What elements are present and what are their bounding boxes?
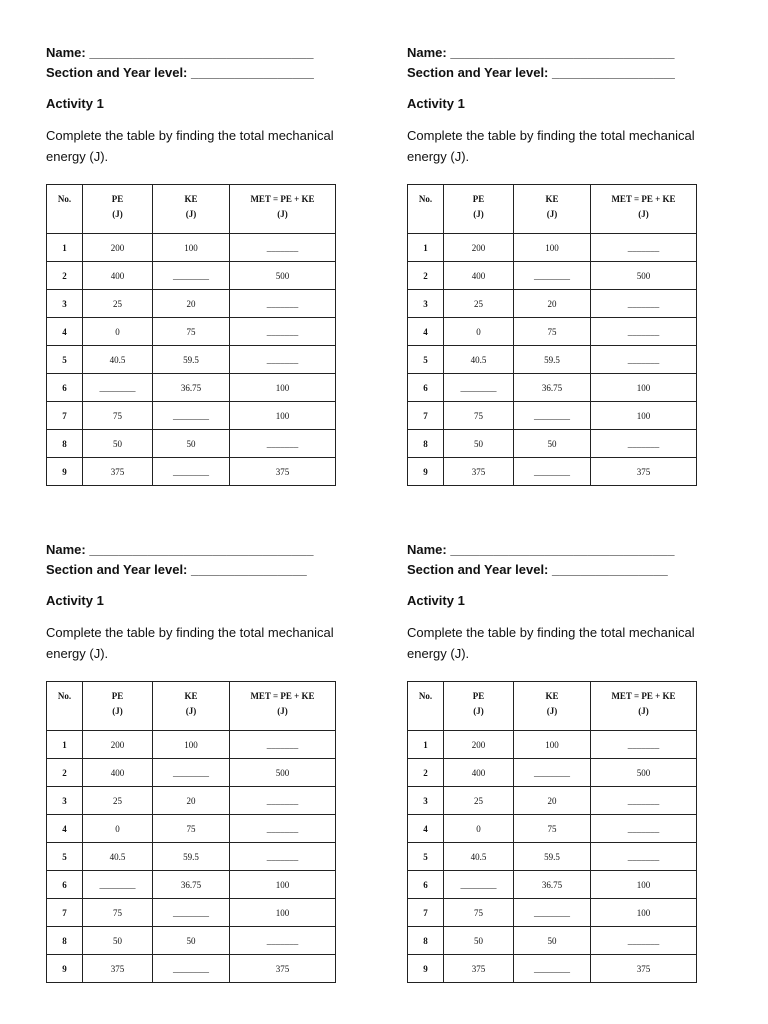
- cell-no: 2: [408, 759, 444, 787]
- name-field-line: Name: _______________________________: [407, 542, 675, 557]
- cell-pe: 50: [444, 927, 514, 955]
- cell-ke: 50: [514, 927, 591, 955]
- cell-no: 2: [47, 759, 83, 787]
- cell-no: 5: [408, 843, 444, 871]
- table-row: [408, 787, 697, 815]
- header-me: MET = PE + KE (J): [230, 185, 336, 234]
- cell-pe: 40.5: [444, 346, 514, 374]
- cell-me: 375: [591, 955, 697, 983]
- cell-ke: 75: [153, 318, 230, 346]
- table-row: [408, 731, 697, 759]
- cell-pe: ________: [444, 871, 514, 899]
- cell-pe: ________: [444, 374, 514, 402]
- cell-pe: 200: [444, 731, 514, 759]
- cell-me: 100: [591, 871, 697, 899]
- table-row: [408, 843, 697, 871]
- table-row: [47, 927, 336, 955]
- cell-pe: 75: [444, 899, 514, 927]
- table-row: [408, 927, 697, 955]
- cell-pe: 25: [444, 787, 514, 815]
- cell-ke: 50: [153, 927, 230, 955]
- cell-no: 4: [408, 815, 444, 843]
- cell-no: 7: [47, 899, 83, 927]
- worksheet-bottom-left: [46, 540, 346, 983]
- cell-me: 375: [230, 458, 336, 486]
- energy-table: [407, 184, 697, 486]
- cell-no: 2: [408, 262, 444, 290]
- name-field-line: Name: _______________________________: [46, 542, 314, 557]
- cell-pe: 50: [83, 927, 153, 955]
- header-no: No.: [47, 185, 83, 234]
- cell-no: 9: [47, 458, 83, 486]
- cell-ke: 50: [514, 430, 591, 458]
- cell-ke: ________: [514, 899, 591, 927]
- cell-no: 7: [408, 402, 444, 430]
- cell-ke: 75: [514, 815, 591, 843]
- header-ke: KE (J): [153, 682, 230, 731]
- cell-pe: 375: [83, 458, 153, 486]
- cell-me: _______: [230, 843, 336, 871]
- cell-no: 4: [47, 815, 83, 843]
- cell-ke: 75: [153, 815, 230, 843]
- cell-me: 100: [230, 402, 336, 430]
- cell-ke: 100: [514, 731, 591, 759]
- table-row: [47, 402, 336, 430]
- cell-pe: 200: [83, 234, 153, 262]
- table-row: [47, 346, 336, 374]
- name-field-line: Name: _______________________________: [46, 45, 314, 60]
- cell-no: 1: [408, 731, 444, 759]
- cell-pe: 200: [83, 731, 153, 759]
- cell-ke: 75: [514, 318, 591, 346]
- cell-ke: 20: [514, 290, 591, 318]
- cell-ke: 20: [514, 787, 591, 815]
- cell-no: 1: [408, 234, 444, 262]
- cell-no: 8: [408, 430, 444, 458]
- table-row: [47, 787, 336, 815]
- table-row: [408, 262, 697, 290]
- cell-ke: ________: [514, 262, 591, 290]
- cell-me: _______: [591, 787, 697, 815]
- header-no: No.: [408, 682, 444, 731]
- header-pe: PE (J): [83, 682, 153, 731]
- instructions-text: Complete the table by finding the total mechanical energy (J).: [46, 128, 334, 164]
- table-row: [47, 871, 336, 899]
- cell-me: 500: [591, 759, 697, 787]
- instructions-text: Complete the table by finding the total mechanical energy (J).: [407, 128, 695, 164]
- cell-ke: ________: [153, 458, 230, 486]
- header-me: MET = PE + KE (J): [230, 682, 336, 731]
- header-ke: KE (J): [514, 185, 591, 234]
- cell-me: _______: [230, 787, 336, 815]
- cell-me: _______: [591, 927, 697, 955]
- activity-heading: Activity 1: [46, 593, 104, 608]
- table-row: [47, 731, 336, 759]
- cell-me: 375: [230, 955, 336, 983]
- table-row: [408, 402, 697, 430]
- cell-no: 6: [47, 374, 83, 402]
- table-row: [408, 346, 697, 374]
- cell-me: _______: [230, 234, 336, 262]
- instructions-text: Complete the table by finding the total mechanical energy (J).: [407, 625, 695, 661]
- cell-no: 3: [408, 290, 444, 318]
- activity-heading: Activity 1: [46, 96, 104, 111]
- table-row: [408, 871, 697, 899]
- table-row: [47, 430, 336, 458]
- table-row: [408, 759, 697, 787]
- cell-me: 375: [591, 458, 697, 486]
- cell-no: 5: [47, 346, 83, 374]
- cell-me: _______: [591, 731, 697, 759]
- section-year-field-line: Section and Year level: _________________: [46, 65, 314, 80]
- cell-no: 3: [408, 787, 444, 815]
- activity-heading: Activity 1: [407, 593, 465, 608]
- header-no: No.: [47, 682, 83, 731]
- worksheet-bottom-right: [407, 540, 707, 983]
- cell-ke: 100: [153, 234, 230, 262]
- cell-pe: 25: [83, 787, 153, 815]
- cell-no: 8: [47, 430, 83, 458]
- cell-pe: 0: [444, 318, 514, 346]
- cell-me: _______: [591, 318, 697, 346]
- cell-ke: 20: [153, 787, 230, 815]
- instructions-text: Complete the table by finding the total mechanical energy (J).: [46, 625, 334, 661]
- section-year-field-line: Section and Year level: ________________: [46, 562, 307, 577]
- cell-pe: 0: [83, 815, 153, 843]
- header-pe: PE (J): [444, 682, 514, 731]
- header-pe: PE (J): [83, 185, 153, 234]
- cell-me: _______: [230, 290, 336, 318]
- cell-pe: 400: [444, 262, 514, 290]
- cell-me: 100: [591, 374, 697, 402]
- cell-no: 9: [408, 955, 444, 983]
- cell-ke: 36.75: [514, 374, 591, 402]
- cell-me: _______: [591, 290, 697, 318]
- cell-pe: 200: [444, 234, 514, 262]
- energy-table: [46, 184, 336, 486]
- cell-pe: 75: [83, 899, 153, 927]
- cell-ke: ________: [514, 458, 591, 486]
- cell-me: 100: [230, 374, 336, 402]
- cell-no: 9: [47, 955, 83, 983]
- cell-me: 100: [591, 899, 697, 927]
- table-row: [408, 899, 697, 927]
- table-row: [47, 815, 336, 843]
- cell-me: _______: [230, 815, 336, 843]
- cell-pe: 25: [83, 290, 153, 318]
- cell-me: _______: [230, 346, 336, 374]
- table-row: [408, 234, 697, 262]
- cell-no: 2: [47, 262, 83, 290]
- cell-pe: ________: [83, 374, 153, 402]
- cell-no: 4: [408, 318, 444, 346]
- cell-no: 7: [47, 402, 83, 430]
- table-row: [47, 458, 336, 486]
- cell-ke: ________: [153, 899, 230, 927]
- cell-me: _______: [230, 927, 336, 955]
- table-row: [408, 374, 697, 402]
- cell-no: 7: [408, 899, 444, 927]
- cell-pe: 400: [83, 759, 153, 787]
- cell-no: 8: [408, 927, 444, 955]
- table-row: [47, 262, 336, 290]
- cell-me: 100: [230, 899, 336, 927]
- cell-no: 1: [47, 731, 83, 759]
- cell-no: 6: [408, 871, 444, 899]
- cell-pe: 375: [444, 458, 514, 486]
- cell-me: _______: [591, 815, 697, 843]
- cell-ke: ________: [153, 759, 230, 787]
- cell-ke: 36.75: [153, 374, 230, 402]
- cell-no: 3: [47, 290, 83, 318]
- header-ke: KE (J): [514, 682, 591, 731]
- table-row: [408, 815, 697, 843]
- header-me: MET = PE + KE (J): [591, 682, 697, 731]
- table-row: [47, 290, 336, 318]
- header-pe: PE (J): [444, 185, 514, 234]
- cell-ke: 36.75: [153, 871, 230, 899]
- cell-pe: 400: [83, 262, 153, 290]
- cell-no: 9: [408, 458, 444, 486]
- cell-me: 100: [230, 871, 336, 899]
- cell-pe: 40.5: [83, 346, 153, 374]
- header-ke: KE (J): [153, 185, 230, 234]
- cell-me: _______: [230, 430, 336, 458]
- table-header-row: [408, 185, 697, 234]
- cell-me: _______: [591, 346, 697, 374]
- cell-no: 8: [47, 927, 83, 955]
- energy-table: [46, 681, 336, 983]
- table-row: [408, 290, 697, 318]
- cell-ke: 59.5: [153, 843, 230, 871]
- table-header-row: [47, 185, 336, 234]
- cell-ke: ________: [153, 955, 230, 983]
- cell-ke: 50: [153, 430, 230, 458]
- cell-pe: 400: [444, 759, 514, 787]
- cell-pe: 375: [83, 955, 153, 983]
- cell-ke: ________: [153, 262, 230, 290]
- cell-pe: 25: [444, 290, 514, 318]
- cell-me: _______: [230, 731, 336, 759]
- table-row: [408, 318, 697, 346]
- cell-me: 500: [230, 759, 336, 787]
- cell-ke: 59.5: [514, 843, 591, 871]
- table-row: [47, 234, 336, 262]
- cell-ke: ________: [514, 955, 591, 983]
- cell-pe: 75: [83, 402, 153, 430]
- activity-heading: Activity 1: [407, 96, 465, 111]
- cell-ke: ________: [153, 402, 230, 430]
- table-header-row: [47, 682, 336, 731]
- cell-ke: 59.5: [153, 346, 230, 374]
- cell-pe: 375: [444, 955, 514, 983]
- cell-no: 3: [47, 787, 83, 815]
- cell-no: 1: [47, 234, 83, 262]
- cell-ke: 36.75: [514, 871, 591, 899]
- header-no: No.: [408, 185, 444, 234]
- header-me: MET = PE + KE (J): [591, 185, 697, 234]
- cell-no: 4: [47, 318, 83, 346]
- cell-ke: 100: [153, 731, 230, 759]
- cell-me: _______: [230, 318, 336, 346]
- cell-no: 6: [408, 374, 444, 402]
- table-row: [47, 318, 336, 346]
- cell-me: 500: [591, 262, 697, 290]
- table-row: [47, 843, 336, 871]
- cell-ke: ________: [514, 759, 591, 787]
- cell-pe: 50: [444, 430, 514, 458]
- worksheet-top-left: [46, 43, 346, 486]
- table-row: [47, 759, 336, 787]
- table-row: [408, 430, 697, 458]
- cell-ke: 59.5: [514, 346, 591, 374]
- table-row: [47, 955, 336, 983]
- cell-me: _______: [591, 430, 697, 458]
- energy-table: [407, 681, 697, 983]
- cell-pe: ________: [83, 871, 153, 899]
- cell-pe: 40.5: [83, 843, 153, 871]
- section-year-field-line: Section and Year level: _________________: [407, 65, 675, 80]
- cell-me: _______: [591, 843, 697, 871]
- cell-me: 100: [591, 402, 697, 430]
- worksheet-top-right: [407, 43, 707, 486]
- table-row: [408, 955, 697, 983]
- cell-ke: ________: [514, 402, 591, 430]
- table-header-row: [408, 682, 697, 731]
- cell-pe: 0: [83, 318, 153, 346]
- name-field-line: Name: _______________________________: [407, 45, 675, 60]
- table-row: [47, 899, 336, 927]
- cell-no: 5: [408, 346, 444, 374]
- cell-ke: 20: [153, 290, 230, 318]
- table-row: [47, 374, 336, 402]
- cell-no: 5: [47, 843, 83, 871]
- section-year-field-line: Section and Year level: ________________: [407, 562, 668, 577]
- cell-pe: 75: [444, 402, 514, 430]
- cell-me: _______: [591, 234, 697, 262]
- cell-me: 500: [230, 262, 336, 290]
- table-row: [408, 458, 697, 486]
- cell-pe: 0: [444, 815, 514, 843]
- cell-pe: 40.5: [444, 843, 514, 871]
- cell-pe: 50: [83, 430, 153, 458]
- cell-no: 6: [47, 871, 83, 899]
- cell-ke: 100: [514, 234, 591, 262]
